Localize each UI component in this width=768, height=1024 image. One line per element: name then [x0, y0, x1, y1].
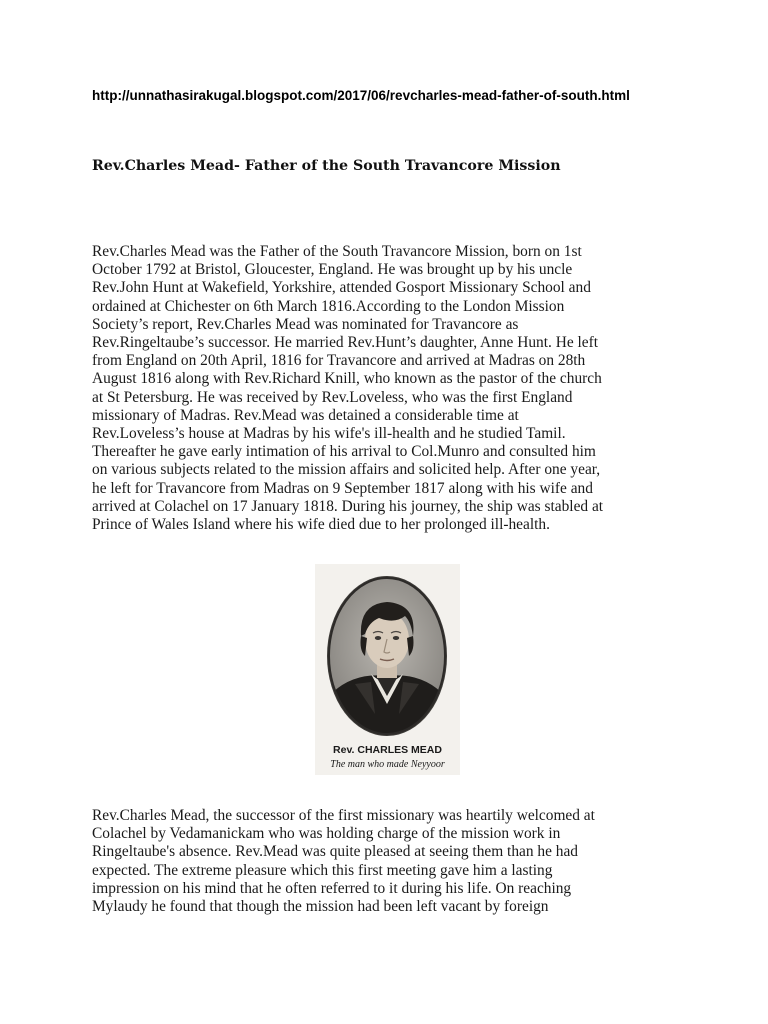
paragraph-line: Rev.John Hunt at Wakefield, Yorkshire, attended Gosport Missionary School and — [92, 279, 591, 297]
source-url: http://unnathasirakugal.blogspot.com/2017/06/revcharles-mead-father-of-south.html — [92, 88, 630, 103]
paragraph-line: Rev.Charles Mead was the Father of the South Travancore Mission, born on 1st — [92, 243, 582, 260]
paragraph-line: at St Petersburg. He was received by Rev.Loveless, who was the first England — [92, 388, 573, 406]
paragraph-line: Rev.Ringeltaube’s successor. He married Rev.Hunt’s daughter, Anne Hunt. He left — [92, 334, 599, 352]
paragraph-1 — [92, 243, 603, 534]
paragraph-line: August 1816 along with Rev.Richard Knill, who known as the pastor of the church — [92, 370, 602, 388]
paragraph-line: missionary of Madras. Rev.Mead was detained a considerable time at — [92, 406, 519, 424]
paragraph-line: Ringeltaube's absence. Rev.Mead was quite pleased at seeing them than he had — [92, 843, 578, 861]
paragraph-line: impression on his mind that he often referred to it during his life. On reaching — [92, 879, 572, 897]
paragraph-line: arrived at Colachel on 17 January 1818. During his journey, the ship was stabled at — [92, 497, 604, 515]
portrait-image — [315, 564, 460, 744]
portrait-caption-name: Rev. CHARLES MEAD — [333, 744, 442, 756]
paragraph-line: Mylaudy he found that though the mission had been left vacant by foreign — [92, 898, 549, 916]
paragraph-line: Colachel by Vedamanickam who was holding charge of the mission work in — [92, 825, 561, 843]
paragraph-line: Thereafter he gave early intimation of his arrival to Col.Munro and consulted him — [92, 443, 596, 461]
paragraph-line: Rev.Charles Mead, the successor of the first missionary was heartily welcomed at — [92, 807, 595, 824]
paragraph-line: Prince of Wales Island where his wife died due to her prolonged ill-health. — [92, 516, 550, 534]
article-title: Rev.Charles Mead- Father of the South Travancore Mission — [92, 158, 561, 174]
paragraph-2 — [92, 807, 595, 916]
paragraph-line: he left for Travancore from Madras on 9 September 1817 along with his wife and — [92, 479, 593, 497]
portrait-figure — [315, 564, 460, 775]
paragraph-line: from England on 20th April, 1816 for Travancore and arrived at Madras on 28th — [92, 352, 586, 370]
paragraph-line: Rev.Loveless’s house at Madras by his wife's ill-health and he studied Tamil. — [92, 425, 566, 443]
paragraph-line: ordained at Chichester on 6th March 1816.According to the London Mission — [92, 297, 565, 315]
paragraph-line: Society’s report, Rev.Charles Mead was nominated for Travancore as — [92, 315, 519, 333]
portrait-caption-subtitle: The man who made Neyyoor — [330, 759, 445, 770]
paragraph-line: expected. The extreme pleasure which this first meeting gave him a lasting — [92, 861, 553, 879]
paragraph-line: on various subjects related to the mission affairs and solicited help. After one year, — [92, 461, 601, 479]
paragraph-line: October 1792 at Bristol, Gloucester, England. He was brought up by his uncle — [92, 261, 573, 279]
